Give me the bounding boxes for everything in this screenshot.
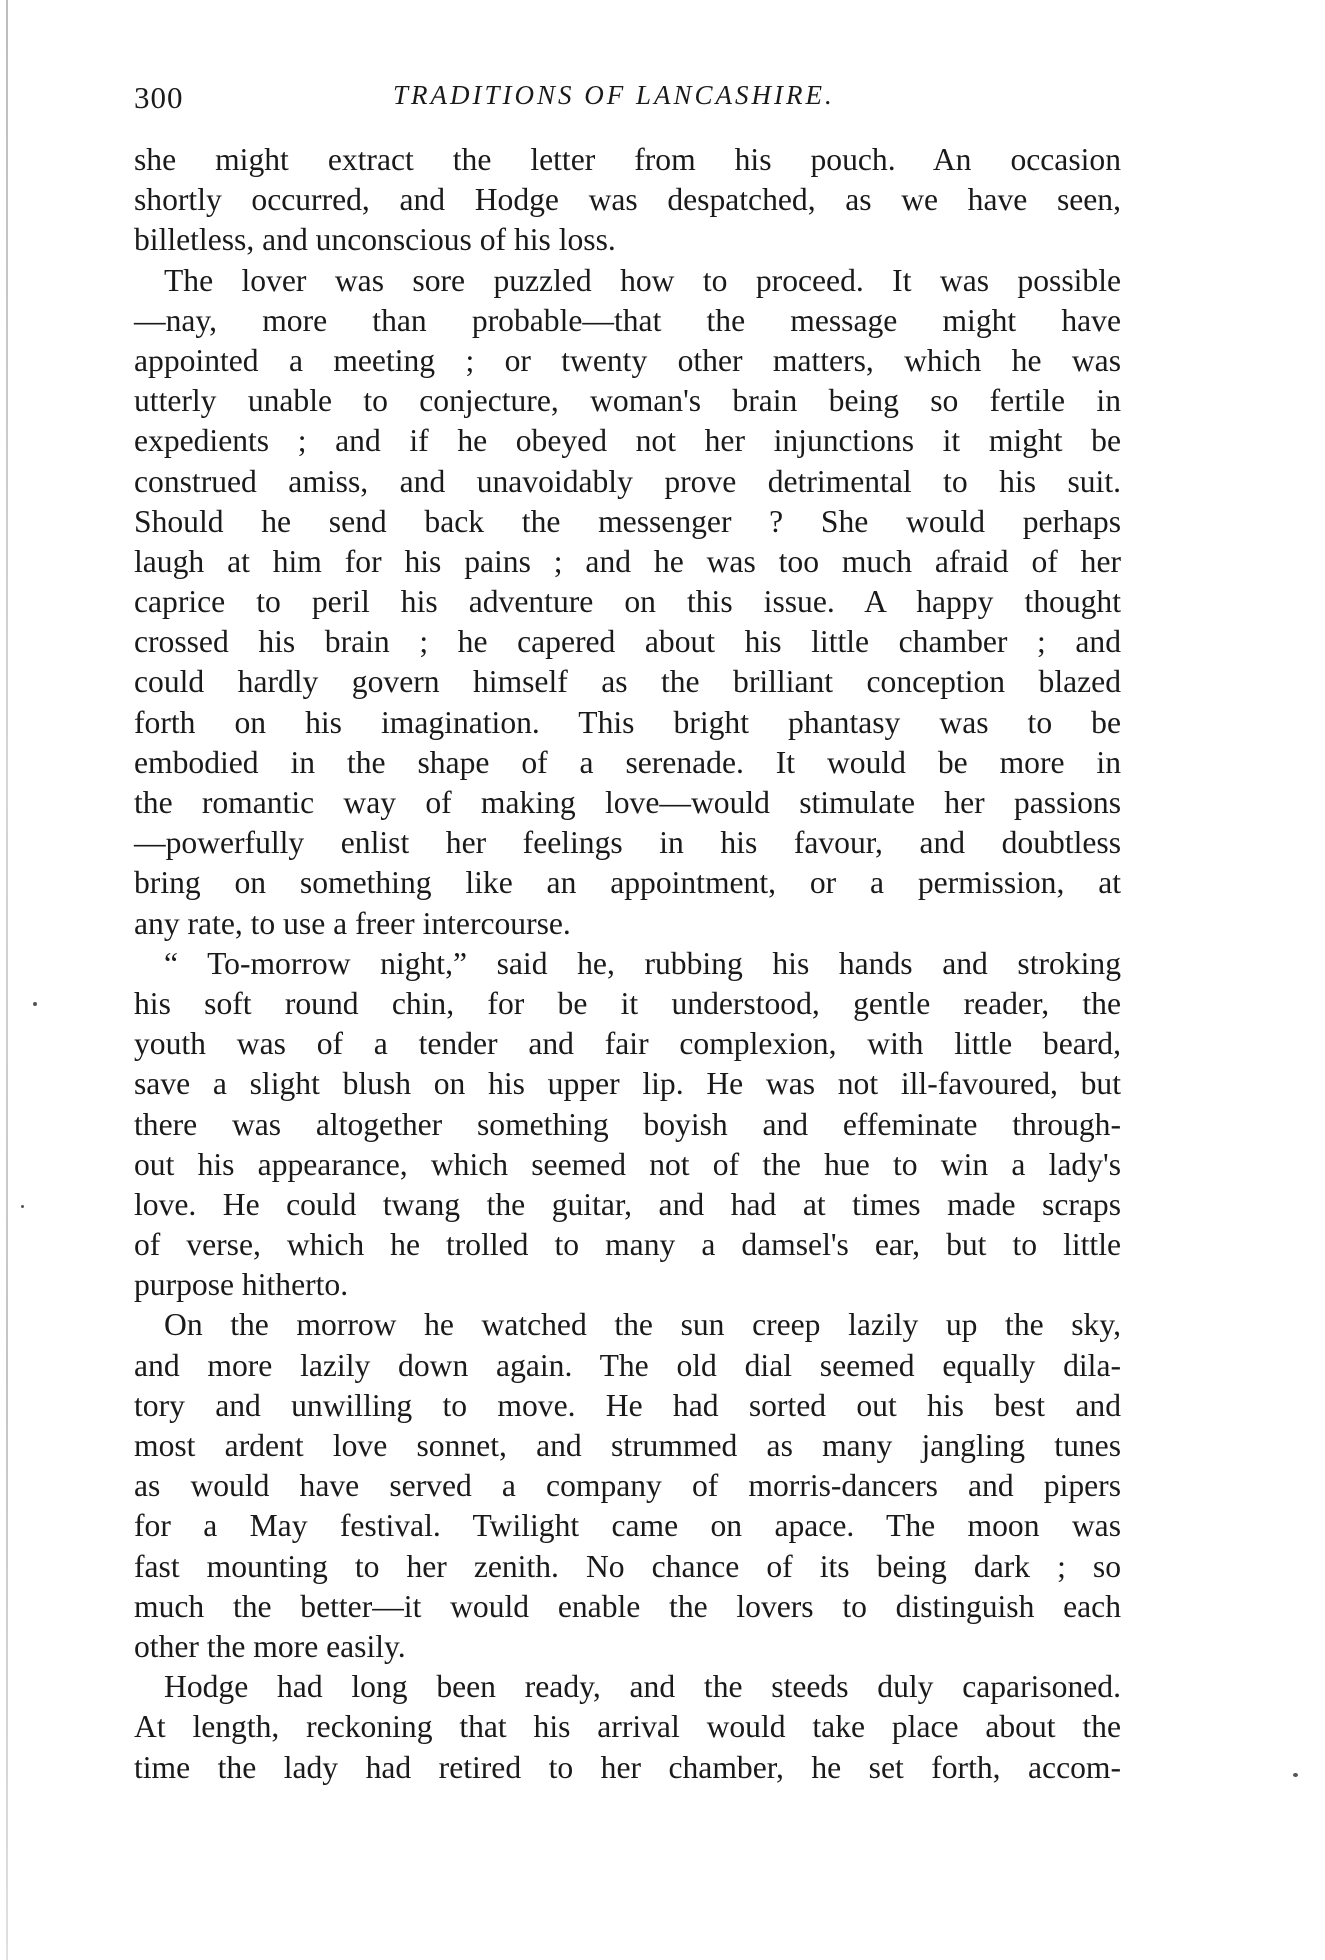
text-line: billetless, and unconscious of his loss. (134, 222, 616, 258)
text-line: and more lazily down again. The old dial seemed equally dila- (134, 1347, 1121, 1383)
text-line: could hardly govern himself as the brilliant conception blazed (134, 664, 1121, 700)
text-line: caprice to peril his adventure on this issue. A happy thought (134, 584, 1121, 620)
text-line: The lover was sore puzzled how to proceed. It was possible (164, 262, 1121, 298)
text-line: embodied in the shape of a serenade. It would be more in (134, 744, 1121, 780)
text-line: fast mounting to her zenith. No chance of its being dark ; so (134, 1548, 1121, 1584)
text-line: out his appearance, which seemed not of the hue to win a lady's (134, 1146, 1121, 1182)
text-line: of verse, which he trolled to many a damsel's ear, but to little (134, 1227, 1121, 1263)
page-binding-edge (6, 0, 8, 1960)
text-line: bring on something like an appointment, or a permission, at (134, 865, 1121, 901)
text-line: —powerfully enlist her feelings in his favour, and doubtless (134, 825, 1121, 861)
text-line: Should he send back the messenger ? She would perhaps (134, 503, 1121, 539)
running-head: TRADITIONS OF LANCASHIRE. (393, 80, 835, 110)
text-line: there was altogether something boyish and effeminate through- (134, 1106, 1121, 1142)
print-speck (1293, 1773, 1298, 1777)
text-line: shortly occurred, and Hodge was despatched, as we have seen, (134, 182, 1121, 218)
text-line: she might extract the letter from his pouch. An occasion (134, 142, 1121, 177)
text-line: as would have served a company of morris-dancers and pipers (134, 1468, 1121, 1504)
text-line: for a May festival. Twilight came on apace. The moon was (134, 1508, 1121, 1544)
text-line: other the more easily. (134, 1628, 406, 1664)
text-line: his soft round chin, for be it understood, gentle reader, the (134, 985, 1121, 1021)
text-line: At length, reckoning that his arrival would take place about the (134, 1709, 1121, 1745)
body-text (134, 140, 1121, 1788)
page-number: 300 (134, 80, 184, 115)
text-line: youth was of a tender and fair complexion, with little beard, (134, 1026, 1121, 1062)
text-line: utterly unable to conjecture, woman's brain being so fertile in (134, 383, 1121, 419)
text-line: save a slight blush on his upper lip. He was not ill-favoured, but (134, 1066, 1121, 1102)
text-line: —nay, more than probable—that the message might have (134, 302, 1121, 338)
text-line: forth on his imagination. This bright phantasy was to be (134, 704, 1121, 740)
text-line: most ardent love sonnet, and strummed as many jangling tunes (134, 1428, 1121, 1463)
text-line: laugh at him for his pains ; and he was too much afraid of her (134, 543, 1121, 579)
book-page (134, 80, 1121, 1788)
text-line: the romantic way of making love—would stimulate her passions (134, 785, 1121, 820)
text-line: construed amiss, and unavoidably prove detrimental to his suit. (134, 463, 1121, 499)
text-line: any rate, to use a freer intercourse. (134, 905, 571, 941)
text-line: time the lady had retired to her chamber, he set forth, accom- (134, 1749, 1121, 1785)
text-line: On the morrow he watched the sun creep lazily up the sky, (164, 1307, 1121, 1343)
text-line: appointed a meeting ; or twenty other matters, which he was (134, 342, 1121, 378)
text-line: “ To-morrow night,” said he, rubbing his hands and stroking (164, 945, 1121, 981)
text-line: crossed his brain ; he capered about his little chamber ; and (134, 624, 1121, 660)
print-speck (33, 1002, 37, 1006)
text-line: tory and unwilling to move. He had sorted out his best and (134, 1387, 1121, 1423)
page-header (134, 80, 1121, 124)
text-line: love. He could twang the guitar, and had at times made scraps (134, 1186, 1121, 1222)
text-line: Hodge had long been ready, and the steeds duly caparisoned. (164, 1669, 1121, 1705)
print-speck (21, 1205, 24, 1208)
text-line: expedients ; and if he obeyed not her injunctions it might be (134, 423, 1121, 459)
text-line: much the better—it would enable the lovers to distinguish each (134, 1588, 1121, 1624)
text-line: purpose hitherto. (134, 1267, 349, 1303)
